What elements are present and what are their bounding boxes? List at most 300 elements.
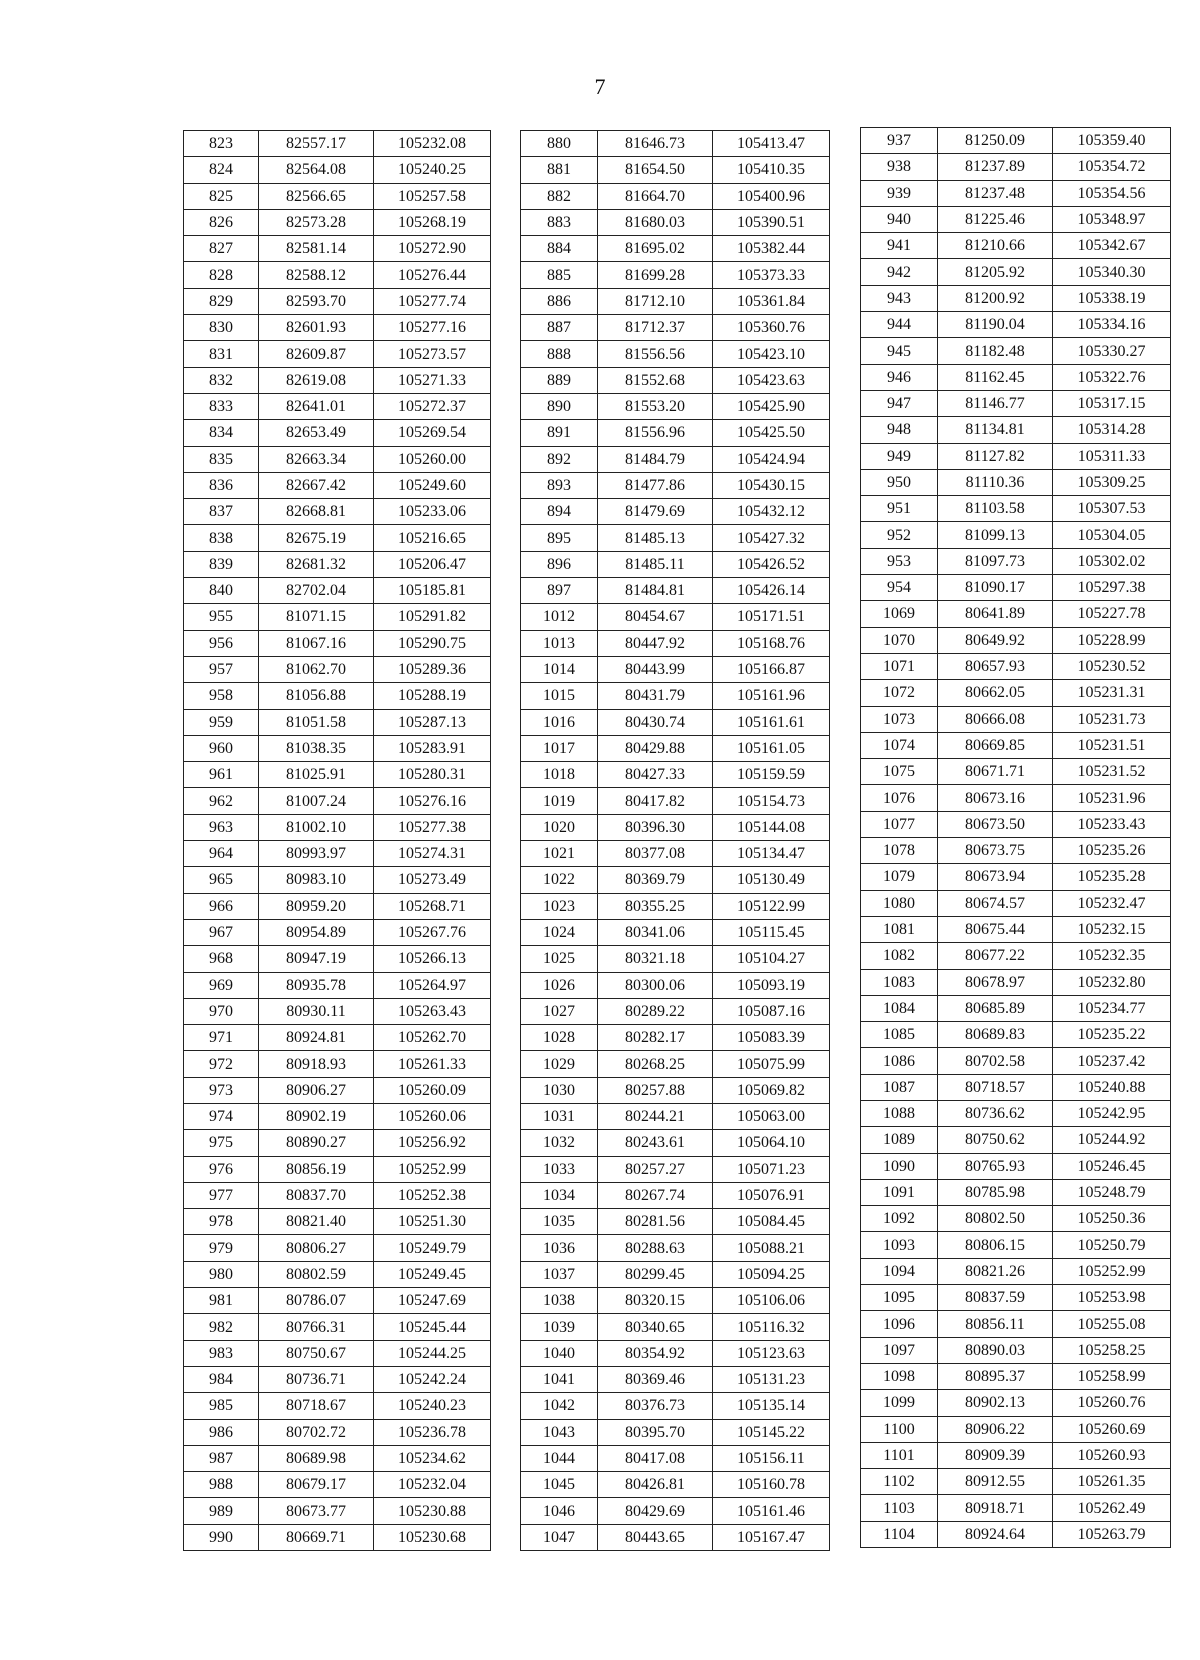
x-coordinate-cell: 80909.39 bbox=[938, 1442, 1053, 1468]
point-number-cell: 825 bbox=[184, 183, 259, 209]
x-coordinate-cell: 82573.28 bbox=[259, 209, 374, 235]
table-row bbox=[861, 1206, 1171, 1232]
y-coordinate-cell: 105237.42 bbox=[1053, 1048, 1171, 1074]
table-row bbox=[184, 236, 491, 262]
x-coordinate-cell: 80426.81 bbox=[598, 1472, 713, 1498]
x-coordinate-cell: 80765.93 bbox=[938, 1153, 1053, 1179]
x-coordinate-cell: 80702.58 bbox=[938, 1048, 1053, 1074]
point-number-cell: 1094 bbox=[861, 1258, 938, 1284]
x-coordinate-cell: 80786.07 bbox=[259, 1288, 374, 1314]
table-row bbox=[521, 446, 830, 472]
x-coordinate-cell: 80649.92 bbox=[938, 627, 1053, 653]
table-row bbox=[521, 762, 830, 788]
y-coordinate-cell: 105234.62 bbox=[374, 1445, 491, 1471]
point-number-cell: 942 bbox=[861, 259, 938, 285]
point-number-cell: 1081 bbox=[861, 916, 938, 942]
y-coordinate-cell: 105167.47 bbox=[713, 1524, 830, 1550]
point-number-cell: 983 bbox=[184, 1340, 259, 1366]
point-number-cell: 1012 bbox=[521, 604, 598, 630]
table-row bbox=[861, 1285, 1171, 1311]
x-coordinate-cell: 80657.93 bbox=[938, 653, 1053, 679]
x-coordinate-cell: 81553.20 bbox=[598, 393, 713, 419]
point-number-cell: 1100 bbox=[861, 1416, 938, 1442]
table-row bbox=[521, 1498, 830, 1524]
y-coordinate-cell: 105249.79 bbox=[374, 1235, 491, 1261]
point-number-cell: 961 bbox=[184, 762, 259, 788]
point-number-cell: 1037 bbox=[521, 1261, 598, 1287]
x-coordinate-cell: 82668.81 bbox=[259, 499, 374, 525]
y-coordinate-cell: 105348.97 bbox=[1053, 206, 1171, 232]
point-number-cell: 890 bbox=[521, 393, 598, 419]
point-number-cell: 1013 bbox=[521, 630, 598, 656]
y-coordinate-cell: 105276.16 bbox=[374, 788, 491, 814]
y-coordinate-cell: 105261.33 bbox=[374, 1051, 491, 1077]
x-coordinate-cell: 80300.06 bbox=[598, 972, 713, 998]
point-number-cell: 826 bbox=[184, 209, 259, 235]
x-coordinate-cell: 80257.88 bbox=[598, 1077, 713, 1103]
y-coordinate-cell: 105063.00 bbox=[713, 1103, 830, 1129]
table-row bbox=[861, 259, 1171, 285]
x-coordinate-cell: 81552.68 bbox=[598, 367, 713, 393]
point-number-cell: 968 bbox=[184, 946, 259, 972]
point-number-cell: 839 bbox=[184, 551, 259, 577]
x-coordinate-cell: 80802.59 bbox=[259, 1261, 374, 1287]
table-row bbox=[521, 1182, 830, 1208]
point-number-cell: 883 bbox=[521, 209, 598, 235]
x-coordinate-cell: 80918.93 bbox=[259, 1051, 374, 1077]
point-number-cell: 823 bbox=[184, 131, 259, 157]
point-number-cell: 1032 bbox=[521, 1130, 598, 1156]
y-coordinate-cell: 105260.00 bbox=[374, 446, 491, 472]
y-coordinate-cell: 105216.65 bbox=[374, 525, 491, 551]
x-coordinate-cell: 80890.27 bbox=[259, 1130, 374, 1156]
table-row bbox=[861, 1100, 1171, 1126]
x-coordinate-cell: 80447.92 bbox=[598, 630, 713, 656]
point-number-cell: 1092 bbox=[861, 1206, 938, 1232]
y-coordinate-cell: 105258.99 bbox=[1053, 1363, 1171, 1389]
table-row bbox=[521, 341, 830, 367]
table-row bbox=[184, 1524, 491, 1550]
x-coordinate-cell: 82581.14 bbox=[259, 236, 374, 262]
point-number-cell: 886 bbox=[521, 288, 598, 314]
table-row bbox=[861, 969, 1171, 995]
table-row bbox=[184, 1025, 491, 1051]
point-number-cell: 830 bbox=[184, 315, 259, 341]
table-row bbox=[861, 1363, 1171, 1389]
x-coordinate-cell: 81200.92 bbox=[938, 285, 1053, 311]
x-coordinate-cell: 80673.50 bbox=[938, 811, 1053, 837]
y-coordinate-cell: 105264.97 bbox=[374, 972, 491, 998]
x-coordinate-cell: 80983.10 bbox=[259, 867, 374, 893]
point-number-cell: 1040 bbox=[521, 1340, 598, 1366]
point-number-cell: 888 bbox=[521, 341, 598, 367]
point-number-cell: 1076 bbox=[861, 785, 938, 811]
table-row bbox=[184, 893, 491, 919]
table-row bbox=[184, 1156, 491, 1182]
x-coordinate-cell: 82588.12 bbox=[259, 262, 374, 288]
x-coordinate-cell: 82667.42 bbox=[259, 472, 374, 498]
x-coordinate-cell: 81007.24 bbox=[259, 788, 374, 814]
y-coordinate-cell: 105255.08 bbox=[1053, 1311, 1171, 1337]
point-number-cell: 1104 bbox=[861, 1521, 938, 1547]
y-coordinate-cell: 105432.12 bbox=[713, 499, 830, 525]
y-coordinate-cell: 105084.45 bbox=[713, 1209, 830, 1235]
point-number-cell: 1073 bbox=[861, 706, 938, 732]
table-row bbox=[521, 604, 830, 630]
y-coordinate-cell: 105268.19 bbox=[374, 209, 491, 235]
x-coordinate-cell: 80954.89 bbox=[259, 919, 374, 945]
table-row bbox=[521, 1261, 830, 1287]
y-coordinate-cell: 105185.81 bbox=[374, 578, 491, 604]
x-coordinate-cell: 81205.92 bbox=[938, 259, 1053, 285]
table-row bbox=[521, 1130, 830, 1156]
x-coordinate-cell: 80340.65 bbox=[598, 1314, 713, 1340]
x-coordinate-cell: 81182.48 bbox=[938, 338, 1053, 364]
y-coordinate-cell: 105354.72 bbox=[1053, 154, 1171, 180]
point-number-cell: 952 bbox=[861, 522, 938, 548]
point-number-cell: 1030 bbox=[521, 1077, 598, 1103]
x-coordinate-cell: 80443.65 bbox=[598, 1524, 713, 1550]
x-coordinate-cell: 80924.81 bbox=[259, 1025, 374, 1051]
y-coordinate-cell: 105161.05 bbox=[713, 735, 830, 761]
y-coordinate-cell: 105263.43 bbox=[374, 998, 491, 1024]
point-number-cell: 975 bbox=[184, 1130, 259, 1156]
point-number-cell: 989 bbox=[184, 1498, 259, 1524]
x-coordinate-cell: 80930.11 bbox=[259, 998, 374, 1024]
table-row bbox=[861, 364, 1171, 390]
point-number-cell: 974 bbox=[184, 1103, 259, 1129]
x-coordinate-cell: 80417.08 bbox=[598, 1445, 713, 1471]
table-row bbox=[184, 288, 491, 314]
point-number-cell: 965 bbox=[184, 867, 259, 893]
y-coordinate-cell: 105232.08 bbox=[374, 131, 491, 157]
x-coordinate-cell: 80736.62 bbox=[938, 1100, 1053, 1126]
y-coordinate-cell: 105410.35 bbox=[713, 157, 830, 183]
table-row bbox=[521, 499, 830, 525]
table-row bbox=[521, 1103, 830, 1129]
y-coordinate-cell: 105249.45 bbox=[374, 1261, 491, 1287]
y-coordinate-cell: 105359.40 bbox=[1053, 128, 1171, 154]
point-number-cell: 963 bbox=[184, 814, 259, 840]
table-row bbox=[861, 443, 1171, 469]
x-coordinate-cell: 80856.11 bbox=[938, 1311, 1053, 1337]
table-row bbox=[184, 1209, 491, 1235]
table-row bbox=[521, 1156, 830, 1182]
x-coordinate-cell: 82564.08 bbox=[259, 157, 374, 183]
point-number-cell: 977 bbox=[184, 1182, 259, 1208]
table-row bbox=[184, 446, 491, 472]
point-number-cell: 946 bbox=[861, 364, 938, 390]
y-coordinate-cell: 105064.10 bbox=[713, 1130, 830, 1156]
table-row bbox=[521, 367, 830, 393]
point-number-cell: 1043 bbox=[521, 1419, 598, 1445]
x-coordinate-cell: 81071.15 bbox=[259, 604, 374, 630]
point-number-cell: 1047 bbox=[521, 1524, 598, 1550]
x-coordinate-cell: 80431.79 bbox=[598, 683, 713, 709]
x-coordinate-cell: 82619.08 bbox=[259, 367, 374, 393]
point-number-cell: 1016 bbox=[521, 709, 598, 735]
x-coordinate-cell: 80369.79 bbox=[598, 867, 713, 893]
x-coordinate-cell: 80427.33 bbox=[598, 762, 713, 788]
y-coordinate-cell: 105235.28 bbox=[1053, 864, 1171, 890]
table-row bbox=[184, 499, 491, 525]
point-number-cell: 986 bbox=[184, 1419, 259, 1445]
table-row bbox=[184, 1103, 491, 1129]
x-coordinate-cell: 80906.27 bbox=[259, 1077, 374, 1103]
x-coordinate-cell: 80430.74 bbox=[598, 709, 713, 735]
table-row bbox=[184, 630, 491, 656]
table-row bbox=[184, 1130, 491, 1156]
x-coordinate-cell: 80785.98 bbox=[938, 1179, 1053, 1205]
point-number-cell: 1078 bbox=[861, 838, 938, 864]
table-row bbox=[184, 972, 491, 998]
x-coordinate-cell: 80288.63 bbox=[598, 1235, 713, 1261]
y-coordinate-cell: 105076.91 bbox=[713, 1182, 830, 1208]
y-coordinate-cell: 105145.22 bbox=[713, 1419, 830, 1445]
y-coordinate-cell: 105231.51 bbox=[1053, 732, 1171, 758]
x-coordinate-cell: 81127.82 bbox=[938, 443, 1053, 469]
table-row bbox=[861, 1311, 1171, 1337]
y-coordinate-cell: 105268.71 bbox=[374, 893, 491, 919]
y-coordinate-cell: 105206.47 bbox=[374, 551, 491, 577]
table-row bbox=[861, 732, 1171, 758]
x-coordinate-cell: 81110.36 bbox=[938, 469, 1053, 495]
point-number-cell: 976 bbox=[184, 1156, 259, 1182]
table-row bbox=[521, 683, 830, 709]
point-number-cell: 1038 bbox=[521, 1288, 598, 1314]
y-coordinate-cell: 105231.52 bbox=[1053, 759, 1171, 785]
point-number-cell: 1021 bbox=[521, 841, 598, 867]
table-row bbox=[521, 183, 830, 209]
y-coordinate-cell: 105427.32 bbox=[713, 525, 830, 551]
point-number-cell: 1087 bbox=[861, 1074, 938, 1100]
x-coordinate-cell: 81237.89 bbox=[938, 154, 1053, 180]
x-coordinate-cell: 82675.19 bbox=[259, 525, 374, 551]
y-coordinate-cell: 105093.19 bbox=[713, 972, 830, 998]
x-coordinate-cell: 80890.03 bbox=[938, 1337, 1053, 1363]
y-coordinate-cell: 105261.35 bbox=[1053, 1469, 1171, 1495]
x-coordinate-cell: 81695.02 bbox=[598, 236, 713, 262]
table-row bbox=[861, 338, 1171, 364]
x-coordinate-cell: 80802.50 bbox=[938, 1206, 1053, 1232]
point-number-cell: 1080 bbox=[861, 890, 938, 916]
x-coordinate-cell: 80321.18 bbox=[598, 946, 713, 972]
point-number-cell: 835 bbox=[184, 446, 259, 472]
point-number-cell: 940 bbox=[861, 206, 938, 232]
table-row bbox=[521, 236, 830, 262]
point-number-cell: 1045 bbox=[521, 1472, 598, 1498]
coordinate-table-middle bbox=[520, 130, 830, 1551]
point-number-cell: 1077 bbox=[861, 811, 938, 837]
y-coordinate-cell: 105287.13 bbox=[374, 709, 491, 735]
point-number-cell: 829 bbox=[184, 288, 259, 314]
x-coordinate-cell: 81664.70 bbox=[598, 183, 713, 209]
table-row bbox=[861, 128, 1171, 154]
y-coordinate-cell: 105083.39 bbox=[713, 1025, 830, 1051]
y-coordinate-cell: 105288.19 bbox=[374, 683, 491, 709]
y-coordinate-cell: 105231.73 bbox=[1053, 706, 1171, 732]
x-coordinate-cell: 80750.67 bbox=[259, 1340, 374, 1366]
y-coordinate-cell: 105291.82 bbox=[374, 604, 491, 630]
y-coordinate-cell: 105271.33 bbox=[374, 367, 491, 393]
point-number-cell: 937 bbox=[861, 128, 938, 154]
table-row bbox=[861, 759, 1171, 785]
y-coordinate-cell: 105161.61 bbox=[713, 709, 830, 735]
point-number-cell: 1039 bbox=[521, 1314, 598, 1340]
x-coordinate-cell: 80669.85 bbox=[938, 732, 1053, 758]
y-coordinate-cell: 105390.51 bbox=[713, 209, 830, 235]
table-row bbox=[861, 653, 1171, 679]
table-row bbox=[184, 867, 491, 893]
y-coordinate-cell: 105426.52 bbox=[713, 551, 830, 577]
point-number-cell: 1020 bbox=[521, 814, 598, 840]
point-number-cell: 889 bbox=[521, 367, 598, 393]
table-row bbox=[521, 525, 830, 551]
table-row bbox=[521, 157, 830, 183]
point-number-cell: 1029 bbox=[521, 1051, 598, 1077]
table-row bbox=[521, 1314, 830, 1340]
x-coordinate-cell: 80244.21 bbox=[598, 1103, 713, 1129]
y-coordinate-cell: 105425.50 bbox=[713, 420, 830, 446]
x-coordinate-cell: 81712.10 bbox=[598, 288, 713, 314]
table-row bbox=[184, 709, 491, 735]
table-row bbox=[521, 578, 830, 604]
table-row bbox=[861, 1390, 1171, 1416]
y-coordinate-cell: 105274.31 bbox=[374, 841, 491, 867]
x-coordinate-cell: 81556.56 bbox=[598, 341, 713, 367]
y-coordinate-cell: 105304.05 bbox=[1053, 522, 1171, 548]
y-coordinate-cell: 105115.45 bbox=[713, 919, 830, 945]
table-row bbox=[184, 131, 491, 157]
x-coordinate-cell: 81103.58 bbox=[938, 496, 1053, 522]
coordinate-table-right bbox=[860, 127, 1171, 1548]
y-coordinate-cell: 105317.15 bbox=[1053, 390, 1171, 416]
table-row bbox=[184, 762, 491, 788]
table-row bbox=[861, 180, 1171, 206]
y-coordinate-cell: 105227.78 bbox=[1053, 601, 1171, 627]
x-coordinate-cell: 80689.83 bbox=[938, 1022, 1053, 1048]
point-number-cell: 880 bbox=[521, 131, 598, 157]
x-coordinate-cell: 81225.46 bbox=[938, 206, 1053, 232]
y-coordinate-cell: 105244.25 bbox=[374, 1340, 491, 1366]
point-number-cell: 978 bbox=[184, 1209, 259, 1235]
table-row bbox=[861, 1495, 1171, 1521]
table-row bbox=[184, 683, 491, 709]
point-number-cell: 1070 bbox=[861, 627, 938, 653]
y-coordinate-cell: 105154.73 bbox=[713, 788, 830, 814]
x-coordinate-cell: 82663.34 bbox=[259, 446, 374, 472]
point-number-cell: 1079 bbox=[861, 864, 938, 890]
table-row bbox=[184, 1366, 491, 1392]
point-number-cell: 1036 bbox=[521, 1235, 598, 1261]
y-coordinate-cell: 105342.67 bbox=[1053, 233, 1171, 259]
table-row bbox=[521, 393, 830, 419]
point-number-cell: 840 bbox=[184, 578, 259, 604]
point-number-cell: 834 bbox=[184, 420, 259, 446]
table-row bbox=[184, 1472, 491, 1498]
point-number-cell: 1018 bbox=[521, 762, 598, 788]
point-number-cell: 941 bbox=[861, 233, 938, 259]
table-row bbox=[861, 1469, 1171, 1495]
table-row bbox=[861, 1258, 1171, 1284]
point-number-cell: 971 bbox=[184, 1025, 259, 1051]
y-coordinate-cell: 105272.37 bbox=[374, 393, 491, 419]
table-row bbox=[861, 706, 1171, 732]
coordinate-table-left bbox=[183, 130, 491, 1551]
x-coordinate-cell: 80673.77 bbox=[259, 1498, 374, 1524]
x-coordinate-cell: 80702.72 bbox=[259, 1419, 374, 1445]
table-row bbox=[861, 838, 1171, 864]
y-coordinate-cell: 105277.74 bbox=[374, 288, 491, 314]
x-coordinate-cell: 80750.62 bbox=[938, 1127, 1053, 1153]
point-number-cell: 1015 bbox=[521, 683, 598, 709]
point-number-cell: 891 bbox=[521, 420, 598, 446]
table-row bbox=[861, 1074, 1171, 1100]
point-number-cell: 885 bbox=[521, 262, 598, 288]
y-coordinate-cell: 105231.96 bbox=[1053, 785, 1171, 811]
point-number-cell: 958 bbox=[184, 683, 259, 709]
x-coordinate-cell: 80369.46 bbox=[598, 1366, 713, 1392]
point-number-cell: 1096 bbox=[861, 1311, 938, 1337]
point-number-cell: 828 bbox=[184, 262, 259, 288]
y-coordinate-cell: 105116.32 bbox=[713, 1314, 830, 1340]
point-number-cell: 892 bbox=[521, 446, 598, 472]
table-row bbox=[521, 1366, 830, 1392]
table-row bbox=[861, 890, 1171, 916]
point-number-cell: 959 bbox=[184, 709, 259, 735]
point-number-cell: 1075 bbox=[861, 759, 938, 785]
point-number-cell: 1084 bbox=[861, 995, 938, 1021]
table-row bbox=[861, 916, 1171, 942]
table-row bbox=[521, 1445, 830, 1471]
table-row bbox=[184, 315, 491, 341]
table-row bbox=[521, 946, 830, 972]
table-row bbox=[184, 367, 491, 393]
point-number-cell: 1026 bbox=[521, 972, 598, 998]
x-coordinate-cell: 81680.03 bbox=[598, 209, 713, 235]
table-row bbox=[521, 867, 830, 893]
table-row bbox=[184, 1235, 491, 1261]
y-coordinate-cell: 105242.24 bbox=[374, 1366, 491, 1392]
y-coordinate-cell: 105272.90 bbox=[374, 236, 491, 262]
x-coordinate-cell: 81051.58 bbox=[259, 709, 374, 735]
point-number-cell: 984 bbox=[184, 1366, 259, 1392]
y-coordinate-cell: 105233.06 bbox=[374, 499, 491, 525]
y-coordinate-cell: 105087.16 bbox=[713, 998, 830, 1024]
point-number-cell: 1072 bbox=[861, 680, 938, 706]
y-coordinate-cell: 105234.77 bbox=[1053, 995, 1171, 1021]
y-coordinate-cell: 105425.90 bbox=[713, 393, 830, 419]
point-number-cell: 1085 bbox=[861, 1022, 938, 1048]
y-coordinate-cell: 105248.79 bbox=[1053, 1179, 1171, 1205]
table-row bbox=[521, 1393, 830, 1419]
x-coordinate-cell: 80281.56 bbox=[598, 1209, 713, 1235]
table-row bbox=[184, 183, 491, 209]
point-number-cell: 1086 bbox=[861, 1048, 938, 1074]
x-coordinate-cell: 80429.69 bbox=[598, 1498, 713, 1524]
y-coordinate-cell: 105277.38 bbox=[374, 814, 491, 840]
y-coordinate-cell: 105307.53 bbox=[1053, 496, 1171, 522]
table-row bbox=[861, 390, 1171, 416]
y-coordinate-cell: 105232.15 bbox=[1053, 916, 1171, 942]
table-row bbox=[184, 788, 491, 814]
table-row bbox=[861, 233, 1171, 259]
y-coordinate-cell: 105260.69 bbox=[1053, 1416, 1171, 1442]
y-coordinate-cell: 105123.63 bbox=[713, 1340, 830, 1366]
x-coordinate-cell: 81097.73 bbox=[938, 548, 1053, 574]
x-coordinate-cell: 81210.66 bbox=[938, 233, 1053, 259]
y-coordinate-cell: 105267.76 bbox=[374, 919, 491, 945]
